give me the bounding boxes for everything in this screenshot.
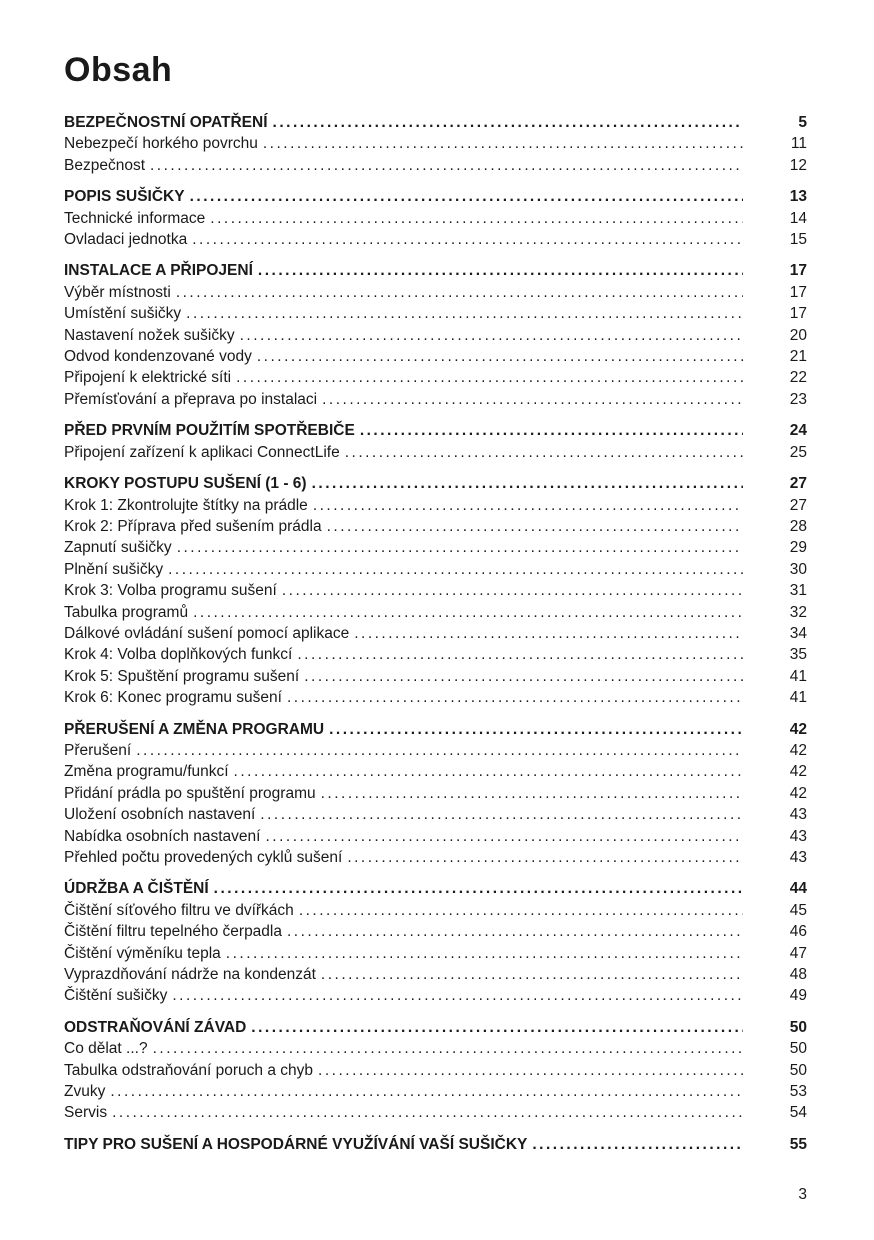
toc-section: [64, 473, 807, 708]
toc-page-number: 27: [789, 496, 807, 514]
dot-leader: [354, 623, 743, 644]
toc-page-number: 41: [789, 689, 807, 707]
toc-section-title: ÚDRŽBA A ČIŠTĚNÍ: [64, 880, 209, 898]
toc-entry-label: Zvuky: [64, 1083, 106, 1101]
dot-leader: [236, 367, 743, 388]
toc-entry-row: [64, 442, 807, 463]
toc-entry-row: [64, 559, 807, 580]
toc-page-number: 46: [789, 923, 807, 941]
dot-leader: [318, 1060, 743, 1081]
toc-page-number: 17: [789, 305, 807, 323]
toc-entry-label: Čištění výměníku tepla: [64, 944, 221, 962]
toc-entry-label: Odvod kondenzované vody: [64, 348, 252, 366]
dot-leader: [299, 900, 743, 921]
toc-page-number: 30: [789, 560, 807, 578]
dot-leader: [313, 495, 743, 516]
dot-leader: [150, 155, 743, 176]
toc-entry-row: [64, 666, 807, 687]
toc-entry-label: Servis: [64, 1104, 108, 1122]
toc-page-number: 55: [789, 1135, 807, 1153]
toc-entry-row: [64, 761, 807, 782]
toc-section: [64, 260, 807, 410]
toc-entry-label: Umístění sušičky: [64, 305, 182, 323]
toc-page-number: 12: [789, 156, 807, 174]
toc-entry-row: [64, 687, 807, 708]
dot-leader: [186, 303, 743, 324]
dot-leader: [234, 761, 743, 782]
toc-entry-label: Přidání prádla po spuštění programu: [64, 784, 316, 802]
toc-entry-label: Krok 1: Zkontrolujte štítky na prádle: [64, 496, 308, 514]
toc-entry-row: [64, 964, 807, 985]
toc-page-number: 49: [789, 987, 807, 1005]
toc-entry-label: Krok 6: Konec programu sušení: [64, 689, 282, 707]
toc-section-heading-row: [64, 1134, 807, 1155]
toc-page-number: 42: [789, 784, 807, 802]
toc-section: [64, 1134, 807, 1155]
toc-entry-label: Čištění sušičky: [64, 987, 168, 1005]
toc-content: [64, 52, 807, 1155]
toc-entry-label: Tabulka programů: [64, 603, 189, 621]
toc-entry-label: Přehled počtu provedených cyklů sušení: [64, 849, 343, 866]
toc-entry-label: Bezpečnost: [64, 156, 145, 174]
toc-section: [64, 1017, 807, 1124]
toc-page-number: 50: [789, 1061, 807, 1079]
dot-leader: [287, 921, 743, 942]
toc-entry-label: Připojení zařízení k aplikaci ConnectLife: [64, 443, 340, 461]
toc-page-number: 47: [789, 944, 807, 962]
toc-entry-label: Krok 5: Spuštění programu sušení: [64, 667, 300, 685]
toc-section-heading-row: [64, 260, 807, 281]
dot-leader: [251, 1017, 743, 1038]
dot-leader: [329, 719, 743, 740]
toc-section: [64, 420, 807, 463]
toc-page-number: 27: [789, 475, 807, 493]
toc-entry-row: [64, 537, 807, 558]
dot-leader: [287, 687, 743, 708]
toc-entry-label: Čištění filtru tepelného čerpadla: [64, 923, 282, 941]
toc-section-heading-row: [64, 186, 807, 207]
toc-section-title: TIPY PRO SUŠENÍ A HOSPODÁRNÉ VYUŽÍVÁNÍ VAŠÍ SUŠIČKY: [64, 1135, 528, 1153]
toc-section-heading-row: [64, 719, 807, 740]
toc-page-number: 54: [789, 1104, 807, 1122]
dot-leader: [304, 666, 743, 687]
toc-section: [64, 112, 807, 176]
toc-page-number: 44: [789, 880, 807, 898]
dot-leader: [257, 346, 743, 367]
toc-entry-label: Změna programu/funkcí: [64, 763, 229, 781]
toc-entry-row: [64, 303, 807, 324]
toc-section-title: INSTALACE A PŘIPOJENÍ: [64, 262, 253, 280]
toc-page-number: 43: [789, 806, 807, 824]
toc-section-title: PŘED PRVNÍM POUŽITÍM SPOTŘEBIČE: [64, 422, 355, 440]
toc-page-number: 53: [789, 1083, 807, 1101]
toc-page-number: 48: [789, 966, 807, 984]
toc-entry-row: [64, 985, 807, 1006]
dot-leader: [168, 559, 743, 580]
toc-section-heading-row: [64, 112, 807, 133]
toc-entry-label: Ovladaci jednotka: [64, 231, 188, 249]
page-title: Obsah: [64, 51, 173, 89]
toc-page-number: 28: [789, 517, 807, 535]
toc-section-heading-row: [64, 420, 807, 441]
toc-entry-row: [64, 623, 807, 644]
toc-page-number: 50: [789, 1040, 807, 1058]
dot-leader: [265, 826, 743, 847]
dot-leader: [240, 325, 743, 346]
toc-entry-row: [64, 1081, 807, 1102]
toc-section-heading-row: [64, 878, 807, 899]
toc-entry-row: [64, 826, 807, 847]
dot-leader: [110, 1081, 743, 1102]
toc-entry-label: Nastavení nožek sušičky: [64, 326, 235, 344]
toc-page-number: 35: [789, 646, 807, 664]
dot-leader: [210, 208, 743, 229]
dot-leader: [297, 644, 743, 665]
toc-entry-label: Tabulka odstraňování poruch a chyb: [64, 1061, 314, 1079]
toc-entry-row: [64, 783, 807, 804]
dot-leader: [360, 420, 743, 441]
toc-entry-row: [64, 1060, 807, 1081]
toc-page-number: 29: [789, 539, 807, 557]
toc-entry-row: [64, 155, 807, 176]
toc-section-title: BEZPEČNOSTNÍ OPATŘENÍ: [64, 114, 268, 131]
toc-entry-row: [64, 847, 807, 868]
toc-page-number: 41: [789, 667, 807, 685]
dot-leader: [321, 783, 743, 804]
toc-entry-row: [64, 229, 807, 250]
dot-leader: [153, 1038, 743, 1059]
toc-page-number: 45: [789, 901, 807, 919]
toc-page-number: 42: [789, 741, 807, 759]
dot-leader: [172, 985, 743, 1006]
toc-entry-row: [64, 804, 807, 825]
dot-leader: [282, 580, 743, 601]
toc-section-title: ODSTRAŇOVÁNÍ ZÁVAD: [64, 1018, 247, 1036]
toc-entry-row: [64, 133, 807, 154]
dot-leader: [192, 229, 743, 250]
toc-entry-label: Přerušení: [64, 741, 132, 759]
footer-page-number: 3: [798, 1186, 807, 1203]
toc-page-number: 23: [789, 390, 807, 408]
dot-leader: [273, 112, 743, 133]
toc-entry-row: [64, 346, 807, 367]
toc-page-number: 43: [789, 827, 807, 845]
toc-entry-row: [64, 943, 807, 964]
toc-entry-label: Zapnutí sušičky: [64, 539, 172, 557]
toc-page-number: 17: [789, 283, 807, 301]
toc-page-number: 42: [789, 720, 807, 738]
toc-page-number: 13: [789, 188, 807, 206]
dot-leader: [193, 602, 743, 623]
dot-leader: [226, 943, 743, 964]
dot-leader: [260, 804, 743, 825]
toc-page-number: 20: [789, 326, 807, 344]
toc-section-title: PŘERUŠENÍ A ZMĚNA PROGRAMU: [64, 720, 325, 738]
toc-entry-label: Krok 3: Volba programu sušení: [64, 582, 277, 600]
toc-entry-label: Připojení k elektrické síti: [64, 369, 232, 387]
toc-entry-row: [64, 900, 807, 921]
toc-section-heading-row: [64, 473, 807, 494]
toc-page-number: 21: [789, 348, 807, 366]
toc-entry-label: Nebezpečí horkého povrchu: [64, 135, 258, 153]
toc-entry-row: [64, 644, 807, 665]
toc-entry-label: Uložení osobních nastavení: [64, 806, 256, 824]
dot-leader: [176, 282, 743, 303]
toc-entry-label: Krok 4: Volba doplňkových funkcí: [64, 646, 293, 664]
toc-page-number: 25: [789, 443, 807, 461]
toc-section-title: POPIS SUŠIČKY: [64, 188, 185, 206]
toc-entry-row: [64, 208, 807, 229]
toc-page-number: 34: [789, 624, 807, 642]
toc-entry-row: [64, 367, 807, 388]
toc-page-number: 11: [790, 135, 807, 153]
toc-section: [64, 878, 807, 1006]
toc-entry-row: [64, 516, 807, 537]
toc-page-number: 24: [789, 422, 807, 440]
toc-entry-label: Čištění síťového filtru ve dvířkách: [64, 901, 294, 919]
toc-entry-label: Plnění sušičky: [64, 560, 164, 578]
toc-entry-row: [64, 740, 807, 761]
toc-page-number: 15: [789, 231, 807, 249]
dot-leader: [258, 260, 743, 281]
toc-page-number: 43: [789, 849, 807, 866]
toc-entry-row: [64, 602, 807, 623]
toc-entry-label: Výběr místnosti: [64, 283, 171, 301]
toc-page-number: 14: [789, 209, 807, 227]
dot-leader: [112, 1102, 743, 1123]
toc-entry-row: [64, 1038, 807, 1059]
toc-page-number: 22: [789, 369, 807, 387]
dot-leader: [321, 964, 743, 985]
dot-leader: [312, 473, 743, 494]
dot-leader: [136, 740, 743, 761]
toc-section: [64, 719, 807, 869]
dot-leader: [327, 516, 743, 537]
toc-entry-row: [64, 921, 807, 942]
toc-page-number: 31: [789, 582, 807, 600]
toc-page-number: 17: [789, 262, 807, 280]
dot-leader: [177, 537, 743, 558]
toc-page-number: 32: [789, 603, 807, 621]
toc-entry-label: Přemísťování a přeprava po instalaci: [64, 390, 318, 408]
toc-entry-label: Nabídka osobních nastavení: [64, 827, 261, 845]
toc-entry-row: [64, 580, 807, 601]
toc-entry-row: [64, 325, 807, 346]
toc-entry-label: Dálkové ovládání sušení pomocí aplikace: [64, 624, 350, 642]
dot-leader: [190, 186, 743, 207]
dot-leader: [322, 389, 743, 410]
toc-entry-label: Co dělat ...?: [64, 1040, 148, 1058]
dot-leader: [345, 442, 743, 463]
toc-section: [64, 186, 807, 250]
toc-section-heading-row: [64, 1017, 807, 1038]
toc-entry-label: Vyprazdňování nádrže na kondenzát: [64, 966, 316, 984]
toc-entry-label: Technické informace: [64, 209, 206, 227]
table-of-contents: [64, 112, 807, 1155]
toc-entry-label: Krok 2: Příprava před sušením prádla: [64, 517, 322, 535]
toc-page-number: 42: [789, 763, 807, 781]
dot-leader: [347, 847, 743, 868]
dot-leader: [263, 133, 743, 154]
toc-entry-row: [64, 1102, 807, 1123]
toc-entry-row: [64, 495, 807, 516]
toc-entry-row: [64, 282, 807, 303]
dot-leader: [532, 1134, 743, 1155]
toc-page-number: 50: [789, 1018, 807, 1036]
toc-entry-row: [64, 389, 807, 410]
dot-leader: [214, 878, 743, 899]
toc-page-number: 5: [798, 114, 807, 131]
toc-section-title: KROKY POSTUPU SUŠENÍ (1 - 6): [64, 475, 307, 493]
